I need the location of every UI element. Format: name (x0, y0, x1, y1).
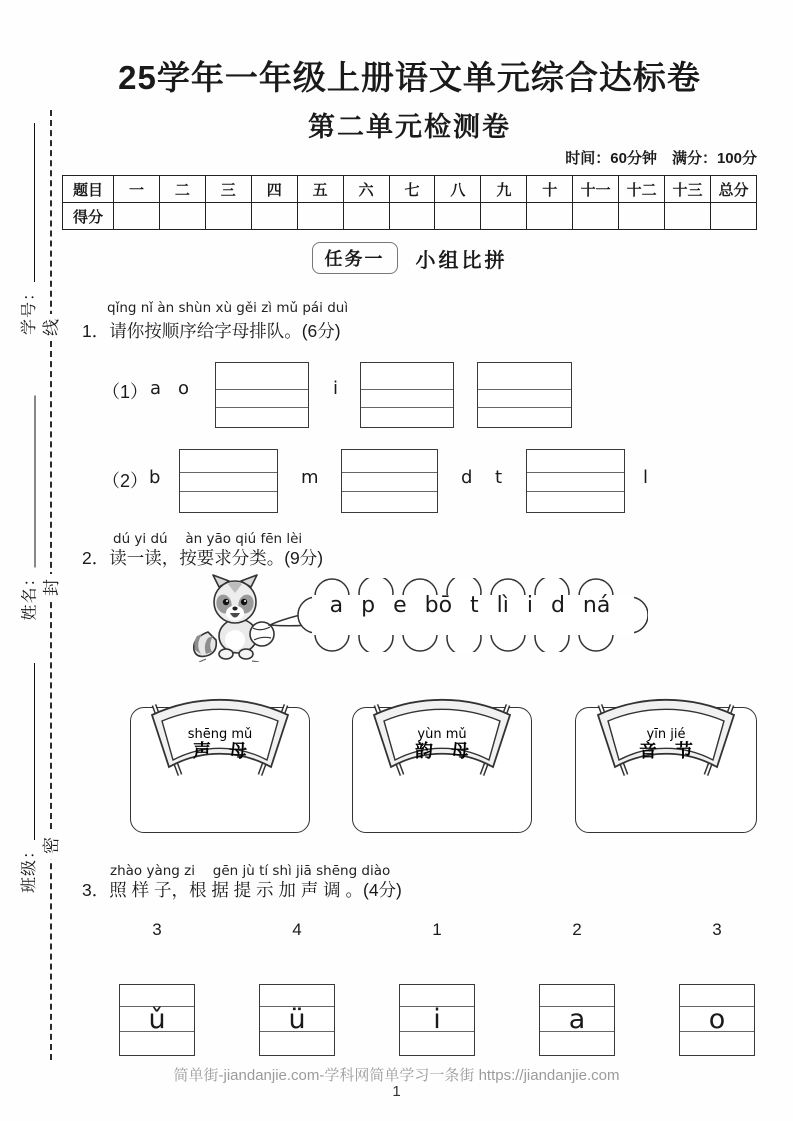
student-id-field[interactable] (14, 123, 40, 335)
score-cell[interactable] (251, 203, 297, 230)
score-header-total: 总分 (710, 176, 756, 203)
q1-row2-letter-t: t (495, 467, 503, 488)
score-cell[interactable] (665, 203, 711, 230)
seal-char-mi: 密 (38, 832, 65, 859)
score-cell[interactable] (205, 203, 251, 230)
shengmu-pinyin: shēng mǔ (187, 727, 253, 742)
q3-answer-grid-5[interactable] (679, 984, 755, 1056)
q1-row2-answer-grid-2[interactable] (341, 449, 438, 513)
q3-tone-number-3: 1 (432, 920, 442, 939)
score-header-3: 三 (205, 176, 251, 203)
q1-row2-answer-grid-3[interactable] (526, 449, 625, 513)
q1-row1-answer-grid-3[interactable] (477, 362, 572, 428)
score-cell[interactable] (619, 203, 665, 230)
q1-row1 (62, 358, 762, 428)
seal-char-xian: 线 (38, 314, 65, 341)
q2-text: 2．读一读，按要求分类。(9分) (82, 548, 324, 568)
score-row-label: 得分 (63, 203, 114, 230)
score-cell[interactable] (114, 203, 160, 230)
shengmu-fan-banner (150, 683, 290, 777)
q3-item-3 (399, 920, 475, 1056)
footer-credit: 简单街-jiandanjie.com-学科网简单学习一条街 https://jiandanjie.com (173, 1067, 620, 1084)
score-cell[interactable] (435, 203, 481, 230)
q1-row2-number: （2） (102, 471, 149, 491)
paper-subtitle: 第二单元检测卷 (308, 112, 511, 142)
q1-row1-number: （1） (102, 382, 149, 402)
category-shengmu (130, 683, 310, 835)
score-table-header-row (63, 176, 757, 203)
score-header-5: 五 (297, 176, 343, 203)
score-cell[interactable] (481, 203, 527, 230)
student-name-blank-line[interactable] (20, 396, 35, 568)
task-banner (62, 242, 757, 274)
q1-row2-letter-d: d (461, 467, 473, 488)
score-cell[interactable] (573, 203, 619, 230)
bubble-letters: a p e bō t lì i d ná (329, 593, 611, 618)
score-header-9: 九 (481, 176, 527, 203)
q1-row1-letter-o: o (178, 378, 190, 399)
task-title: 小组比拼 (415, 249, 508, 272)
q3-tone-number-2: 4 (292, 920, 302, 939)
score-header-10: 十 (527, 176, 573, 203)
score-cell[interactable] (710, 203, 756, 230)
q3-tone-number-5: 3 (712, 920, 722, 939)
yunmu-pinyin: yùn mǔ (417, 727, 467, 742)
score-header-4: 四 (251, 176, 297, 203)
q3-item-4 (539, 920, 615, 1056)
q1-row1-letter-i: i (333, 378, 339, 399)
q1-row2-letter-m: m (301, 467, 319, 488)
score-cell[interactable] (389, 203, 435, 230)
score-table (62, 175, 757, 230)
task-badge: 任务一 (312, 242, 398, 274)
q3-item-5 (679, 920, 755, 1056)
q3-letter-4: a (568, 1004, 586, 1035)
q3-answer-grid-4[interactable] (539, 984, 615, 1056)
q3-pinyin: zhào yàng zi gēn jù tí shì jiā shēng diào (110, 863, 391, 879)
q3-item-2 (259, 920, 335, 1056)
score-cell[interactable] (159, 203, 205, 230)
student-id-label: 学号： (20, 283, 38, 335)
q3-item-1 (119, 920, 195, 1056)
score-cell[interactable] (527, 203, 573, 230)
score-header-11: 十一 (573, 176, 619, 203)
student-name-field[interactable] (15, 396, 41, 621)
seal-char-feng: 封 (38, 574, 65, 601)
score-header-12: 十二 (619, 176, 665, 203)
q3-tone-number-4: 2 (572, 920, 582, 939)
score-header-8: 八 (435, 176, 481, 203)
q3-text: 3．照 样 子，根 据 提 示 加 声 调 。(4分) (82, 880, 402, 900)
q3-tone-number-1: 3 (152, 920, 162, 939)
q1-row2-letter-b: b (149, 467, 161, 488)
student-class-field[interactable] (14, 663, 40, 893)
score-header-6: 六 (343, 176, 389, 203)
score-header-timu: 题目 (63, 176, 114, 203)
student-class-blank-line[interactable] (19, 663, 34, 840)
q3-letter-5: o (708, 1004, 726, 1035)
yunmu-label: 韵 母 (415, 741, 469, 761)
student-class-label: 班级： (20, 841, 38, 893)
q1-row1-answer-grid-2[interactable] (360, 362, 454, 428)
page-number: 1 (392, 1083, 401, 1100)
shengmu-label: 声 母 (193, 741, 247, 761)
q3-letter-2: ü (288, 1004, 306, 1035)
score-header-2: 二 (159, 176, 205, 203)
q1-row1-letter-a: a (150, 378, 162, 399)
q1-row2 (62, 447, 762, 515)
q3-letter-3: i (433, 1004, 441, 1035)
score-cell[interactable] (343, 203, 389, 230)
q1-row2-letter-l: l (643, 467, 649, 488)
yinjie-fan-banner (596, 683, 736, 777)
q2-pinyin: dú yi dú àn yāo qiú fēn lèi (113, 531, 303, 547)
q1-row1-answer-grid-1[interactable] (215, 362, 309, 428)
q3-answer-grid-3[interactable] (399, 984, 475, 1056)
q1-row2-answer-grid-1[interactable] (179, 449, 278, 513)
student-name-label: 姓名： (21, 569, 38, 621)
yunmu-fan-banner (372, 683, 512, 777)
q3-answer-grid-1[interactable] (119, 984, 195, 1056)
paper-title: 25学年一年级上册语文单元综合达标卷 (118, 59, 701, 96)
student-id-blank-line[interactable] (19, 123, 34, 282)
q3-answer-grid-2[interactable] (259, 984, 335, 1056)
score-cell[interactable] (297, 203, 343, 230)
category-yunmu (352, 683, 532, 835)
q1-text: 1．请你按顺序给字母排队。(6分) (82, 321, 341, 341)
yinjie-pinyin: yīn jié (646, 727, 686, 742)
time-score-meta: 时间：60分钟 满分：100分 (565, 150, 757, 167)
q1-pinyin: qǐng nǐ àn shùn xù gěi zì mǔ pái duì (107, 300, 349, 316)
yinjie-label: 音 节 (639, 741, 693, 761)
score-header-13: 十三 (665, 176, 711, 203)
category-yinjie (575, 683, 757, 835)
score-header-1: 一 (114, 176, 160, 203)
score-table-score-row (63, 203, 757, 230)
q3-letter-1: ǔ (148, 1004, 166, 1035)
score-header-7: 七 (389, 176, 435, 203)
